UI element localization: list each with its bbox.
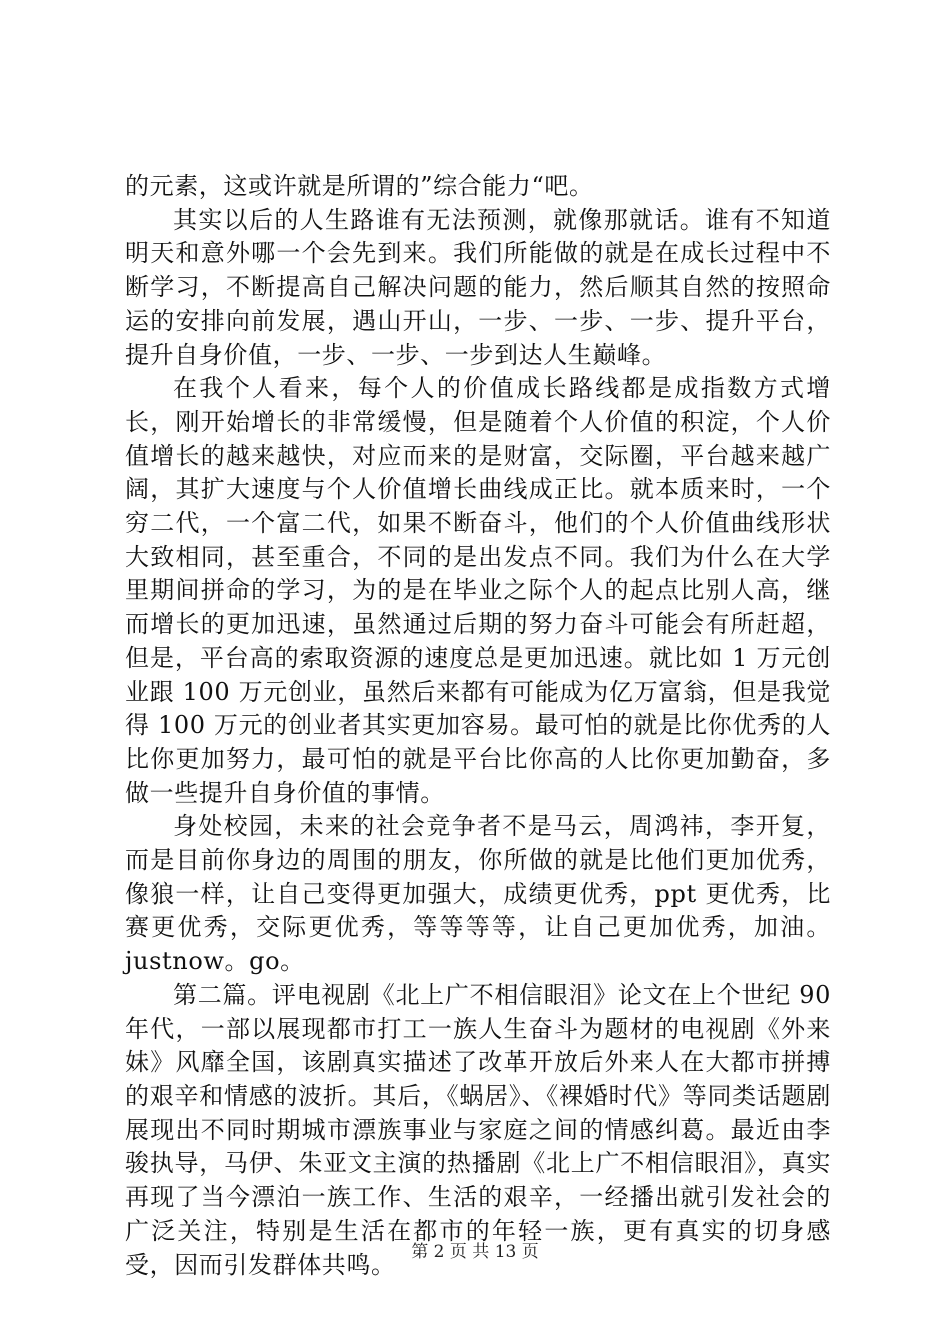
paragraph-2: 其实以后的人生路谁有无法预测，就像那就话。谁有不知道明天和意外哪一个会先到来。我们所能做的就是在成长过程中不断学习，不断提高自己解决问题的能力，然后顺其自然的按照命运的安排向前发展，遇山开山，一步、一步、一步、提升平台，提升自身价值，一步、一步、一步到达人生巅峰。 [125,205,831,369]
paragraph-4: 身处校园，未来的社会竞争者不是马云，周鸿祎，李开复，而是目前你身边的周围的朋友，你所做的就是比他们更加优秀，像狼一样，让自己变得更加强大，成绩更优秀，ppt 更优秀，比赛更优秀，交际更优秀，等等等等，让自己更加优秀，加油。justnow。go。 [125,812,831,976]
page-number-footer: 第 2 页 共 13 页 [411,1242,539,1262]
document-body [125,170,831,1282]
paragraph-1: 的元素，这或许就是所谓的”综合能力“吧。 [125,172,594,200]
paragraph-5: 第二篇。评电视剧《北上广不相信眼泪》论文在上个世纪 90 年代，一部以展现都市打工一族人生奋斗为题材的电视剧《外来妹》风靡全国，该剧真实描述了改革开放后外来人在大都市拼搏的艰辛和情感的波折。其后，《蜗居》、《裸婚时代》等同类话题剧展现出不同时期城市漂族事业与家庭之间的情感纠葛。最近由李骏执导，马伊、朱亚文主演的热播剧《北上广不相信眼泪》，真实再现了当今漂泊一族工作、生活的艰辛，一经播出就引发社会的广泛关注，特别是生活在都市的年轻一族，更有真实的切身感受，因而引发群体共鸣。 [125,980,831,1279]
paragraph-3: 在我个人看来，每个人的价值成长路线都是成指数方式增长，刚开始增长的非常缓慢，但是随着个人价值的积淀，个人价值增长的越来越快，对应而来的是财富，交际圈，平台越来越广阔，其扩大速度与个人价值增长曲线成正比。就本质来时，一个穷二代，一个富二代，如果不断奋斗，他们的个人价值曲线形状大致相同，甚至重合，不同的是出发点不同。我们为什么在大学里期间拼命的学习，为的是在毕业之际个人的起点比别人高，继而增长的更加迅速，虽然通过后期的努力奋斗可能会有所赶超，但是，平台高的索取资源的速度总是更加迅速。就比如 1 万元创业跟 100 万元创业，虽然后来都有可能成为亿万富翁，但是我觉得 100 万元的创业者其实更加容易。最可怕的就是比你优秀的人比你更加努力，最可怕的就是平台比你高的人比你更加勤奋，多做一些提升自身价值的事情。 [125,374,831,807]
